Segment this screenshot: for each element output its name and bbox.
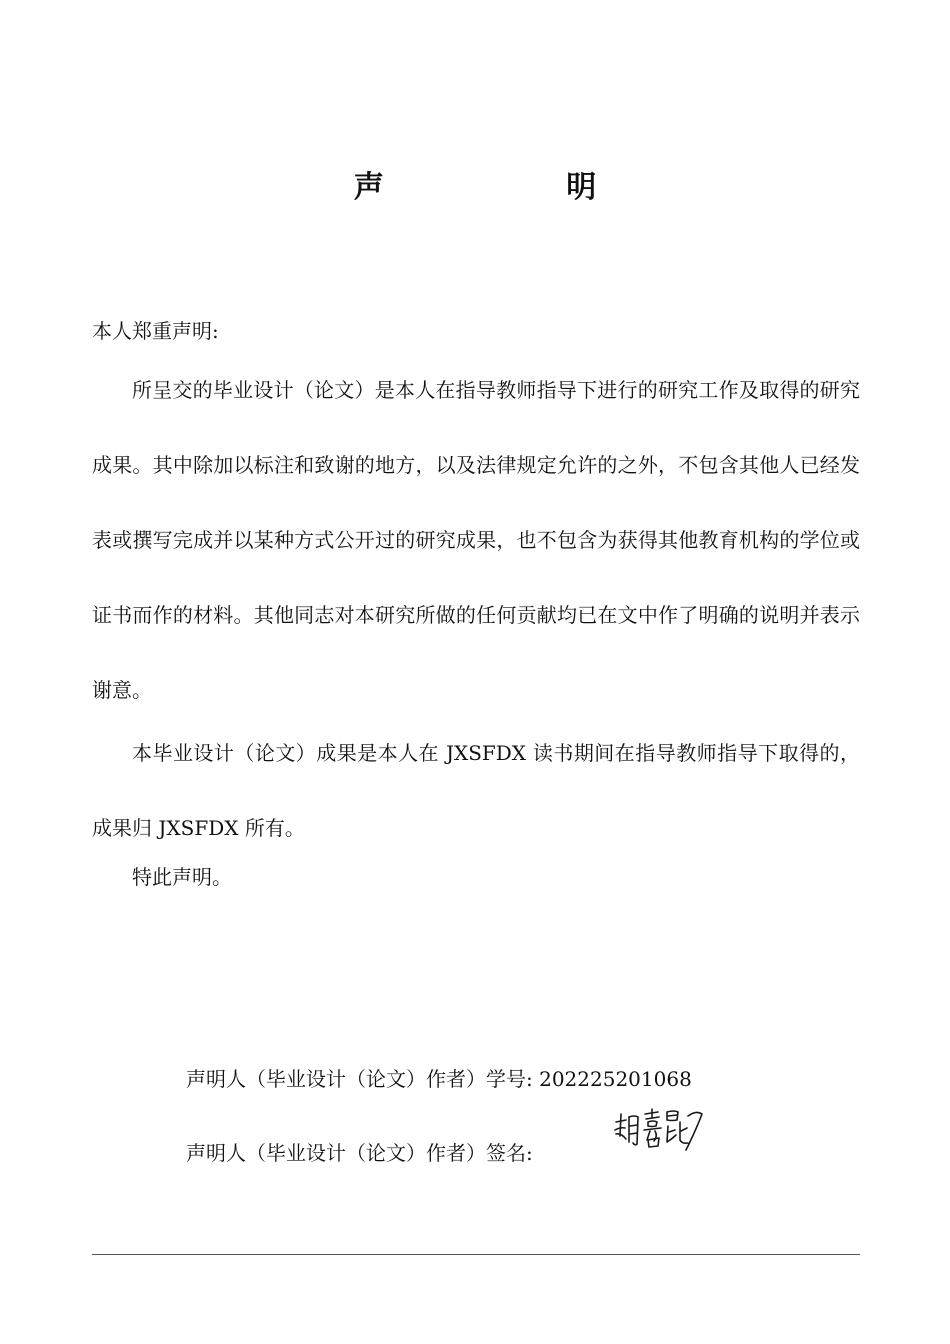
student-id-value: 202225201068 (539, 1067, 692, 1091)
signature-label: 声明人（毕业设计（论文）作者）签名: (186, 1141, 533, 1165)
declaration-closing: 特此声明。 (132, 865, 232, 889)
student-id-line (186, 1064, 692, 1094)
footer-divider (92, 1254, 860, 1255)
page-title: 声 明 (353, 170, 683, 205)
declaration-intro: 本人郑重声明: (92, 319, 219, 343)
declaration-paragraph-ownership: 本毕业设计（论文）成果是本人在 JXSFDX 读书期间在指导教师指导下取得的，成果归 JXSFDX 所有。 (92, 741, 860, 840)
signature-line (186, 1138, 533, 1168)
declaration-paragraph-originality: 所呈交的毕业设计（论文）是本人在指导教师指导下进行的研究工作及取得的研究成果。其中除加以标注和致谢的地方，以及法律规定允许的之外，不包含其他人已经发表或撰写完成并以某种方式公开过的研究成果，也不包含为获得其他教育机构的学位或证书而作的材料。其他同志对本研究所做的任何贡献均已在文中作了明确的说明并表示谢意。 (92, 378, 860, 702)
handwritten-signature (612, 1106, 706, 1154)
student-id-label: 声明人（毕业设计（论文）作者）学号: (186, 1067, 533, 1091)
